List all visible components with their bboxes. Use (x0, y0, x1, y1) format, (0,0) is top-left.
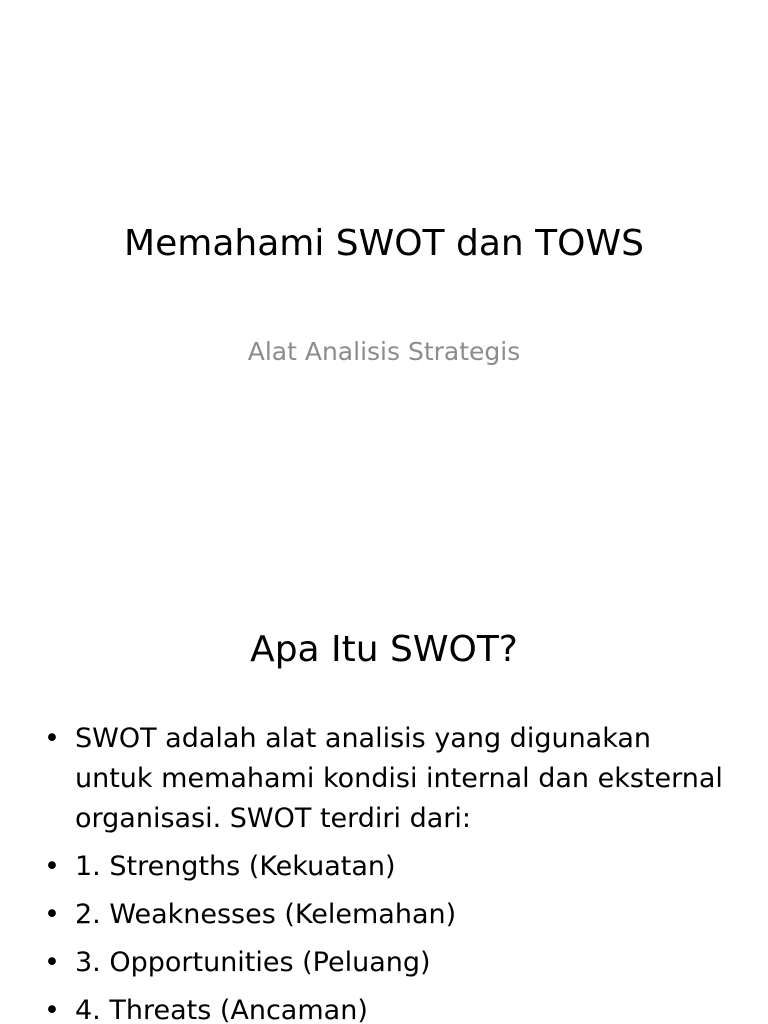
slide-title: Apa Itu SWOT? (250, 629, 518, 670)
bullet-item (0, 895, 768, 935)
bullet-icon: • (44, 723, 60, 754)
bullet-text: SWOT adalah alat analisis yang digunakan untuk memahami kondisi internal dan eksternal organisasi. SWOT terdiri dari: (75, 723, 723, 834)
bullet-item (0, 943, 768, 983)
bullet-icon: • (44, 851, 60, 882)
slide-subtitle: Alat Analisis Strategis (247, 337, 521, 366)
bullet-text: 2. Weaknesses (Kelemahan) (75, 899, 457, 930)
bullet-text: 3. Opportunities (Peluang) (75, 947, 431, 978)
bullet-icon: • (44, 947, 60, 978)
content-slide (0, 576, 768, 1024)
bullet-list (0, 719, 768, 1024)
bullet-item (0, 991, 768, 1024)
slide-title: Memahami SWOT dan TOWS (124, 223, 644, 264)
bullet-text: 4. Threats (Ancaman) (75, 995, 368, 1024)
bullet-icon: • (44, 995, 60, 1024)
bullet-item (0, 719, 768, 839)
bullet-text: 1. Strengths (Kekuatan) (75, 851, 396, 882)
bullet-item (0, 847, 768, 887)
bullet-icon: • (44, 899, 60, 930)
